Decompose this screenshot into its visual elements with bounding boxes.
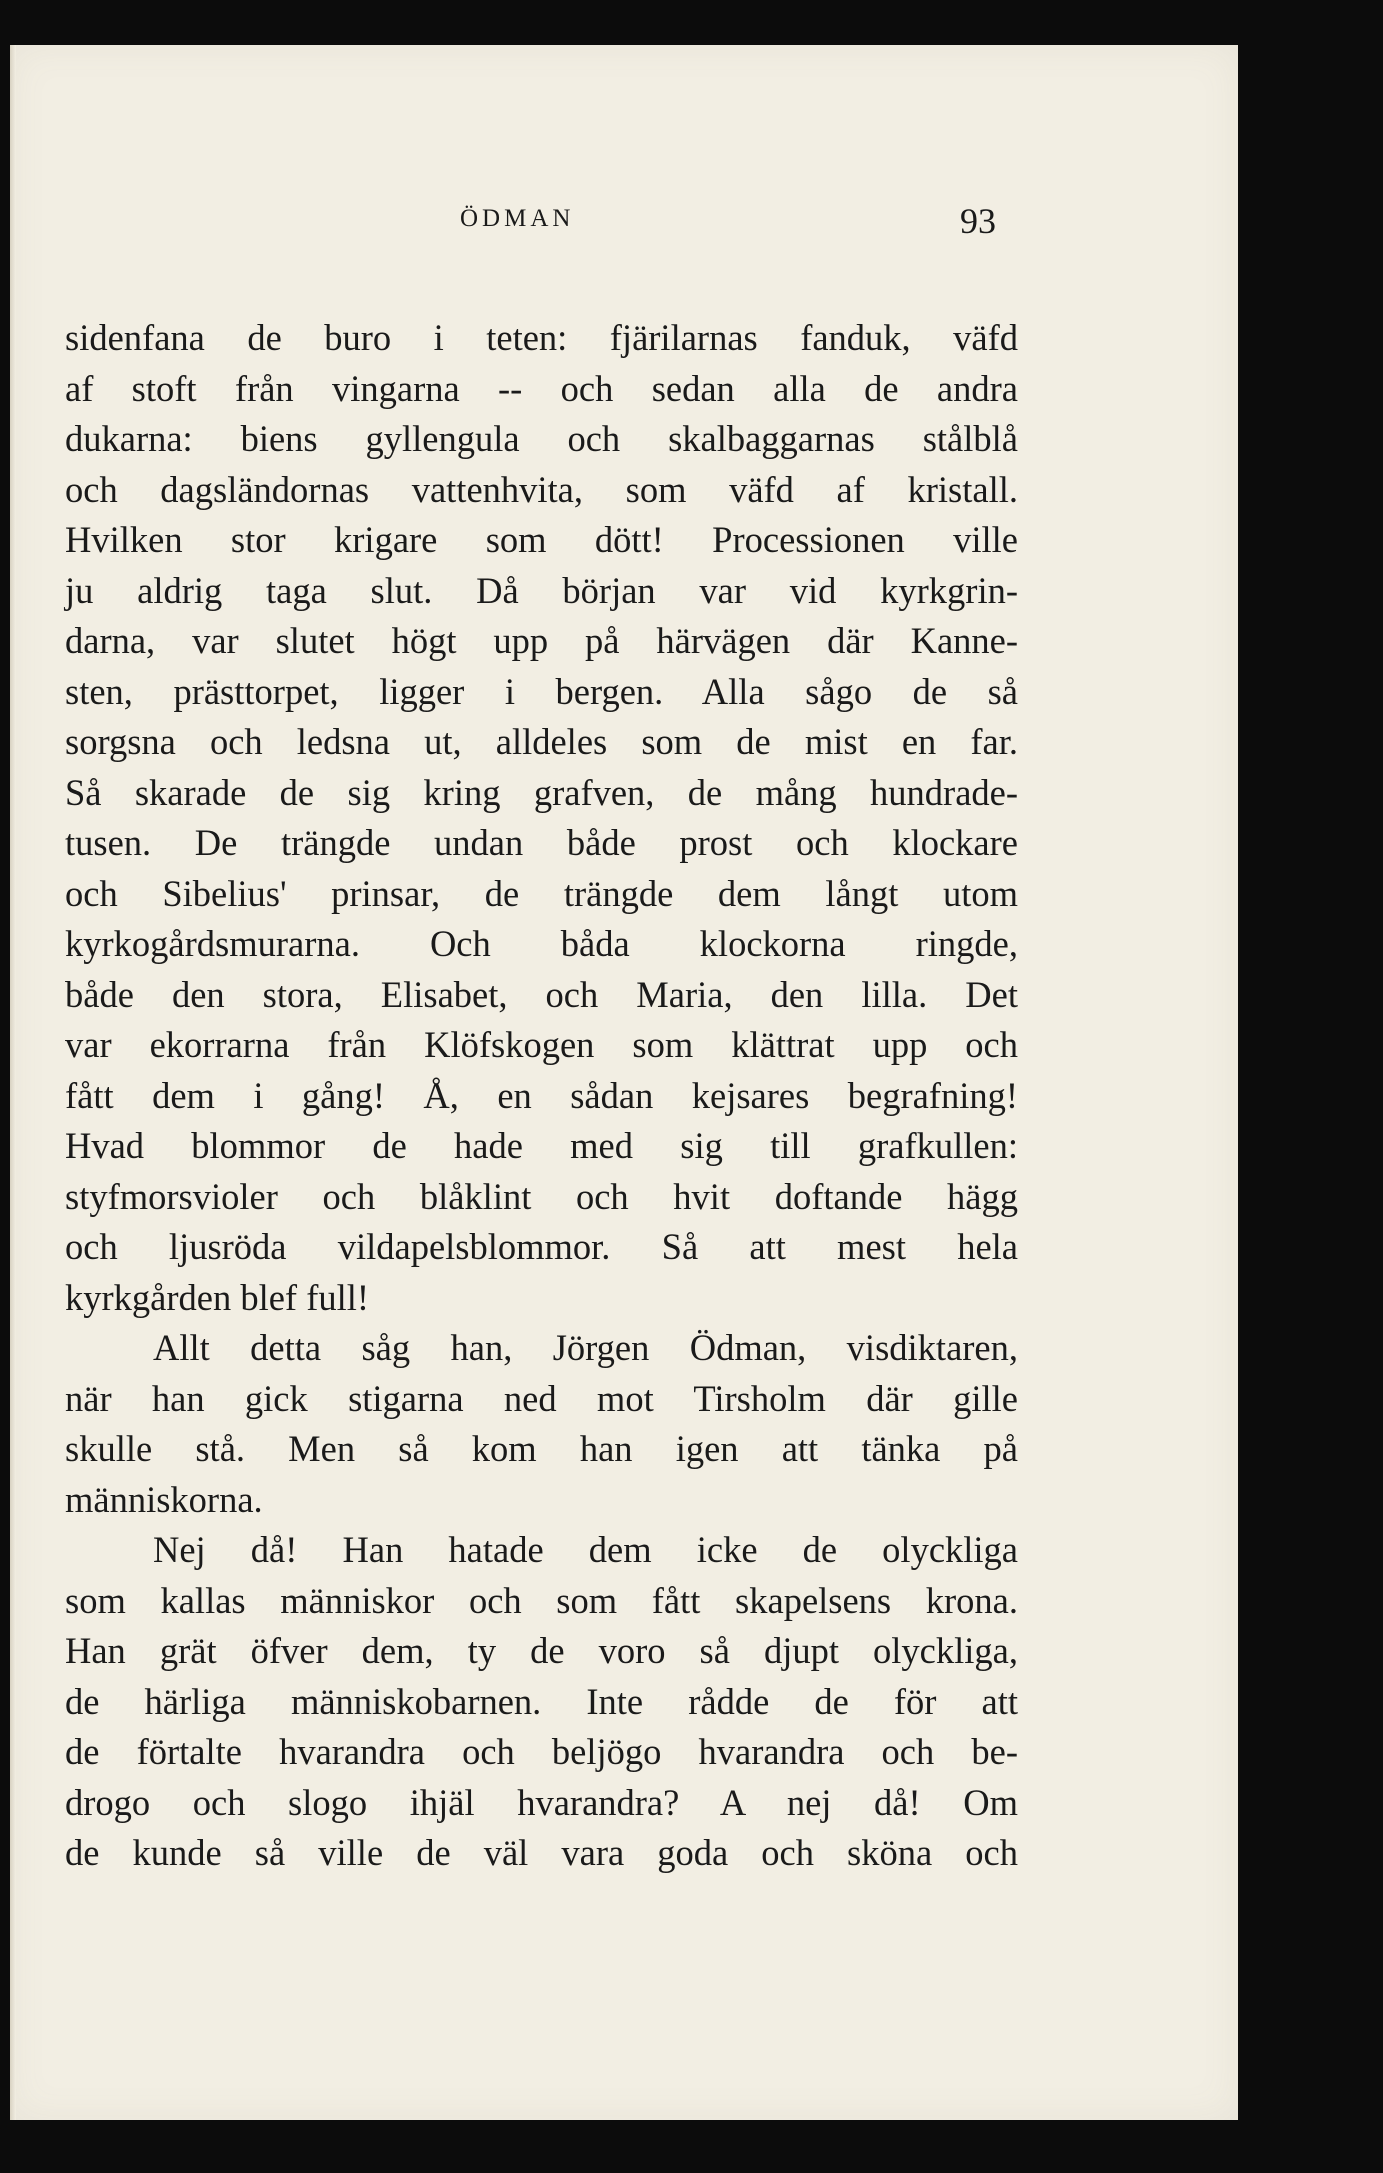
text-line: och ljusröda vildapelsblommor. Så att mest hela (65, 1226, 1018, 1267)
text-line: både den stora, Elisabet, och Maria, den lilla. Det (65, 973, 1018, 1015)
text-line: Så skarade de sig kring grafven, de mång hundrade- (65, 771, 1018, 813)
text-line: styfmorsvioler och blåklint och hvit doftande hägg (65, 1175, 1018, 1217)
text-line: människorna. (65, 1478, 263, 1520)
text-line: af stoft från vingarna -- och sedan alla de andra (65, 367, 1018, 409)
running-head-title: ÖDMAN (460, 205, 575, 232)
text-line: sorgsna och ledsna ut, alldeles som de mist en far. (65, 721, 1018, 762)
text-line: kyrkogårdsmurarna. Och båda klockorna ringde, (65, 923, 1018, 964)
text-line: som kallas människor och som fått skapelsens krona. (65, 1579, 1018, 1621)
page-number: 93 (960, 201, 996, 241)
book-page (10, 45, 1238, 2120)
text-line: de härliga människobarnen. Inte rådde de för att (65, 1680, 1018, 1722)
text-line: ju aldrig taga slut. Då början var vid kyrkgrin- (65, 569, 1018, 611)
text-line: darna, var slutet högt upp på härvägen där Kanne- (65, 620, 1018, 661)
text-line: Nej då! Han hatade dem icke de olyckliga (153, 1529, 1018, 1570)
page-edge (10, 45, 16, 2120)
running-head (10, 201, 1238, 245)
text-line: kyrkgården blef full! (65, 1276, 370, 1318)
text-line: när han gick stigarna ned mot Tirsholm där gille (65, 1377, 1018, 1419)
text-line: dukarna: biens gyllengula och skalbaggarnas stålblå (65, 418, 1018, 459)
text-line: och Sibelius' prinsar, de trängde dem långt utom (65, 872, 1018, 914)
text-line: sten, prästtorpet, ligger i bergen. Alla sågo de så (65, 670, 1018, 712)
text-line: drogo och slogo ihjäl hvarandra? A nej då! Om (65, 1781, 1018, 1823)
text-line: Allt detta såg han, Jörgen Ödman, visdiktaren, (153, 1327, 1018, 1368)
text-line: Hvad blommor de hade med sig till grafkullen: (65, 1125, 1018, 1166)
text-line: var ekorrarna från Klöfskogen som klättrat upp och (65, 1024, 1018, 1065)
text-line: Han grät öfver dem, ty de voro så djupt olyckliga, (65, 1630, 1018, 1671)
text-line: sidenfana de buro i teten: fjärilarnas fanduk, väfd (65, 317, 1018, 358)
text-line: fått dem i gång! Å, en sådan kejsares begrafning! (65, 1074, 1018, 1116)
text-line: Hvilken stor krigare som dött! Processionen ville (65, 519, 1018, 560)
text-line: och dagsländornas vattenhvita, som väfd af kristall. (65, 468, 1018, 510)
text-line: de förtalte hvarandra och beljögo hvarandra och be- (65, 1731, 1018, 1772)
text-line: de kunde så ville de väl vara goda och sköna och (65, 1832, 1018, 1873)
text-line: skulle stå. Men så kom han igen att tänka på (65, 1428, 1018, 1469)
text-line: tusen. De trängde undan både prost och klockare (65, 822, 1018, 863)
body-text (65, 313, 1018, 1879)
